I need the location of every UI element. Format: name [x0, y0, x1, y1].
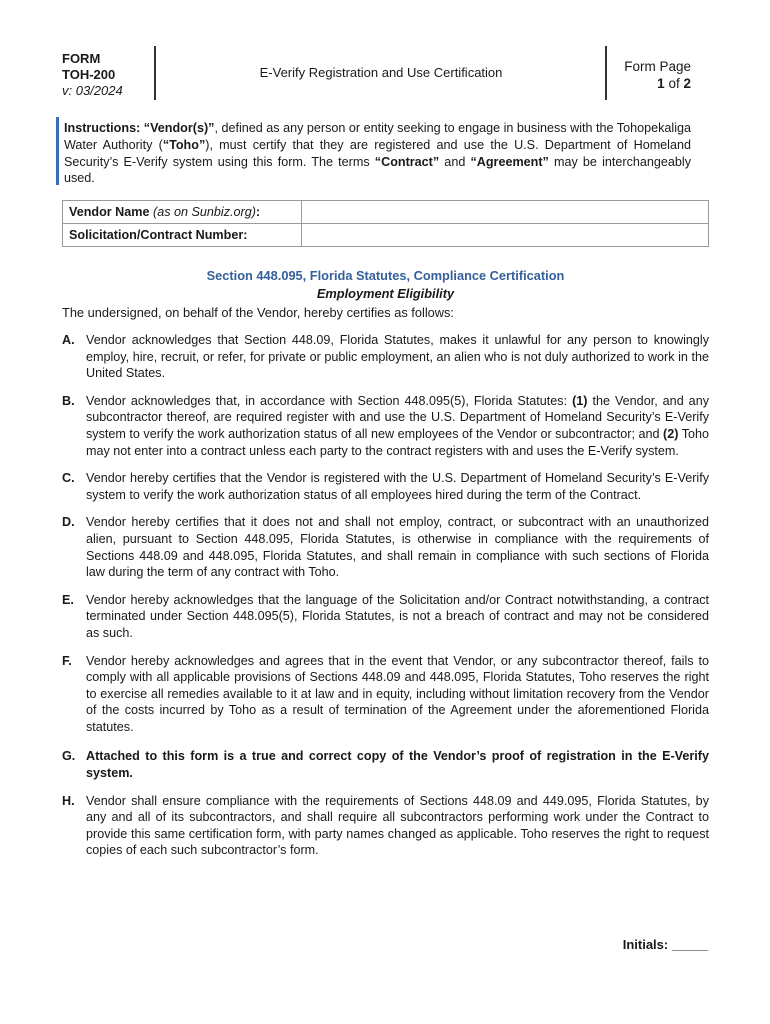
item-text: Vendor hereby certifies that it does not and shall not employ, contract, or subcontract with an unauthorized alien, pursuant to Section 448.095, Florida Statutes, is otherwise in compliance with the requirements of Sections 448.09 and 448.095, Florida Statutes, and shall remain in compliance with such sections of Florida law during the term of any contract with Toho. [86, 515, 709, 580]
form-number: TOH-200 [62, 67, 116, 82]
item-text-part: Toho may not enter into a contract unless each party to the contract registers with and uses the E-Verify system. [86, 426, 709, 458]
page-of: of [668, 76, 680, 91]
item-text-part: the Vendor, and any subcontractor thereof, are required register with and use the U.S. Department of Homeland Security’s E-Verify system to verify the work authorization status of all new employees of the Vendor or subcontractor; and [86, 393, 709, 441]
item-text: Vendor hereby certifies that the Vendor is registered with the U.S. Department of Homeland Security’s E-Verify system to verify the work authorization status of all employees hired during the term of the Contract. [86, 471, 709, 502]
list-item [62, 748, 709, 781]
item-letter: G. [62, 749, 76, 764]
contract-number-field[interactable] [308, 227, 706, 243]
item-letter: C. [62, 471, 75, 486]
page-indicator [608, 58, 691, 92]
vendor-name-colon: : [255, 205, 261, 219]
header-divider-right [605, 46, 607, 100]
list-item [62, 653, 709, 736]
vendor-name-row [63, 201, 709, 224]
list-item [62, 793, 709, 859]
section-intro: The undersigned, on behalf of the Vendor, hereby certifies as follows: [62, 305, 454, 320]
contract-number-row [63, 224, 709, 247]
vendor-name-label [63, 201, 302, 224]
instructions-label: Instructions: [64, 121, 144, 135]
item-letter: B. [62, 393, 75, 408]
term-contract: “Contract” [374, 154, 440, 169]
list-item [62, 332, 709, 382]
instructions-part: may be interchangeably used. [64, 154, 691, 186]
list-item [62, 514, 709, 580]
item-text: Attached to this form is a true and correct copy of the Vendor’s proof of registration in the E-Verify system. [86, 749, 709, 781]
form-title: E-Verify Registration and Use Certification [259, 65, 503, 80]
instructions-part: ), must certify that they are registered and use the U.S. Department of Homeland Security’s E-Verify system using this form. The terms [64, 137, 691, 169]
item-text: Vendor hereby acknowledges that the language of the Solicitation and/or Contract notwithstanding, a contract terminated under Section 448.095(5), Florida Statutes, is not a breach of contract and may not be considered as such. [86, 592, 709, 640]
form-id-block [62, 51, 157, 99]
instructions-part: , defined as any person or entity seeking to engage in business with the Tohopekaliga Water Authority ( [64, 121, 692, 152]
item-text: Vendor acknowledges that Section 448.09, Florida Statutes, makes it unlawful for any person to knowingly employ, hire, recruit, or refer, for private or public employment, an alien who is not duly authorized to work in the United States. [86, 333, 709, 381]
header-divider-left [154, 46, 156, 100]
term-vendor: “Vendor(s)” [143, 121, 215, 135]
item-number-marker: (1) [572, 393, 588, 408]
item-letter: F. [62, 653, 72, 668]
certification-list [62, 332, 709, 859]
page-label: Form Page [624, 59, 691, 74]
vendor-name-field[interactable] [308, 204, 706, 220]
vendor-name-label-text: Vendor Name [69, 205, 150, 219]
list-item [62, 470, 709, 503]
list-item [62, 592, 709, 642]
instructions-text [64, 120, 691, 187]
section-title: Section 448.095, Florida Statutes, Compliance Certification [206, 268, 565, 283]
vendor-name-hint: (as on Sunbiz.org) [153, 205, 256, 219]
item-letter: A. [62, 333, 75, 347]
item-text: Vendor shall ensure compliance with the requirements of Sections 448.09 and 449.095, Florida Statutes, by any and all of its subcontractors, and shall require all subcontractors performing work under the Contract to provide this same certification form, with party names changed as applicable. Toho reserves the right to request copies of each such subcontractor’s form. [86, 793, 709, 858]
list-item [62, 393, 709, 459]
item-number-marker: (2) [663, 426, 679, 441]
page-total: 2 [683, 76, 691, 91]
vendor-name-cell [301, 201, 708, 224]
form-version: v: 03/2024 [62, 83, 123, 98]
instructions-accent-bar [56, 117, 59, 185]
page-number: 1 [657, 76, 665, 91]
section-subtitle: Employment Eligibility [316, 286, 455, 301]
term-toho: “Toho” [162, 137, 206, 152]
item-text: Vendor hereby acknowledges and agrees that in the event that Vendor, or any subcontractor thereof, fails to comply with all applicable provisions of Sections 448.09 and 448.095, Florida Statutes, Toho reserves the right to exercise all remedies available to it at law and in equity, including without limitation recovery from the Vendor of the costs incurred by Toho as a result of termination of the Agreement under the aforementioned Florida statutes. [86, 653, 709, 734]
instructions-part: and [439, 154, 471, 169]
item-text [86, 393, 709, 459]
item-letter: E. [62, 592, 74, 607]
form-label: FORM [62, 51, 101, 66]
initials-field[interactable]: Initials: _____ [622, 937, 708, 952]
page-count [608, 75, 691, 92]
contract-number-label: Solicitation/Contract Number: [63, 224, 302, 247]
term-agreement: “Agreement” [470, 154, 549, 169]
vendor-info-table [62, 200, 709, 247]
item-letter: H. [62, 793, 75, 808]
item-text-part: Vendor acknowledges that, in accordance with Section 448.095(5), Florida Statutes: [86, 393, 573, 408]
contract-number-cell [301, 224, 708, 247]
item-letter: D. [62, 515, 75, 530]
